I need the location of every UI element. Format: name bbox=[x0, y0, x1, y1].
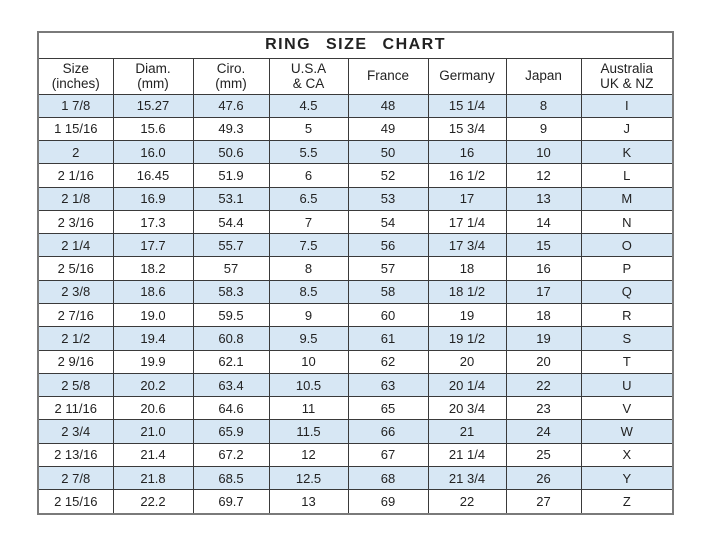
cell-size-inches: 2 1/16 bbox=[38, 164, 113, 187]
table-row bbox=[38, 257, 673, 280]
cell-germany: 20 3/4 bbox=[428, 397, 506, 420]
cell-france: 61 bbox=[348, 327, 428, 350]
cell-france: 48 bbox=[348, 94, 428, 117]
cell-usa-ca: 8 bbox=[269, 257, 348, 280]
cell-size-inches: 2 1/2 bbox=[38, 327, 113, 350]
cell-diameter-mm: 21.4 bbox=[113, 443, 193, 466]
cell-circumference-mm: 50.6 bbox=[193, 141, 269, 164]
cell-germany: 19 1/2 bbox=[428, 327, 506, 350]
table-row bbox=[38, 490, 673, 514]
cell-size-inches: 2 1/4 bbox=[38, 234, 113, 257]
cell-usa-ca: 13 bbox=[269, 490, 348, 514]
cell-size-inches: 2 1/8 bbox=[38, 187, 113, 210]
cell-germany: 18 1/2 bbox=[428, 280, 506, 303]
header-row bbox=[38, 58, 673, 94]
column-header-line2: UK & NZ bbox=[600, 76, 654, 91]
column-header-line1: Australia bbox=[600, 60, 654, 76]
cell-circumference-mm: 53.1 bbox=[193, 187, 269, 210]
cell-australia-uk-nz: P bbox=[581, 257, 673, 280]
cell-usa-ca: 10 bbox=[269, 350, 348, 373]
cell-japan: 9 bbox=[506, 117, 581, 140]
cell-circumference-mm: 62.1 bbox=[193, 350, 269, 373]
cell-diameter-mm: 20.6 bbox=[113, 397, 193, 420]
cell-france: 58 bbox=[348, 280, 428, 303]
column-header-line1: Size bbox=[62, 60, 89, 76]
cell-circumference-mm: 57 bbox=[193, 257, 269, 280]
cell-diameter-mm: 19.9 bbox=[113, 350, 193, 373]
table-row bbox=[38, 117, 673, 140]
cell-circumference-mm: 59.5 bbox=[193, 304, 269, 327]
cell-usa-ca: 12.5 bbox=[269, 467, 348, 490]
cell-japan: 25 bbox=[506, 443, 581, 466]
cell-circumference-mm: 51.9 bbox=[193, 164, 269, 187]
cell-circumference-mm: 49.3 bbox=[193, 117, 269, 140]
cell-japan: 10 bbox=[506, 141, 581, 164]
cell-australia-uk-nz: Y bbox=[581, 467, 673, 490]
cell-australia-uk-nz: X bbox=[581, 443, 673, 466]
cell-size-inches: 2 7/16 bbox=[38, 304, 113, 327]
column-header-circumference-mm bbox=[193, 58, 269, 94]
column-header-line1: Diam. bbox=[135, 60, 171, 76]
cell-circumference-mm: 68.5 bbox=[193, 467, 269, 490]
cell-japan: 8 bbox=[506, 94, 581, 117]
cell-size-inches: 2 13/16 bbox=[38, 443, 113, 466]
cell-circumference-mm: 69.7 bbox=[193, 490, 269, 514]
cell-diameter-mm: 17.3 bbox=[113, 210, 193, 233]
column-header-france bbox=[348, 58, 428, 94]
cell-france: 69 bbox=[348, 490, 428, 514]
cell-germany: 21 3/4 bbox=[428, 467, 506, 490]
cell-usa-ca: 12 bbox=[269, 443, 348, 466]
cell-germany: 17 3/4 bbox=[428, 234, 506, 257]
cell-france: 57 bbox=[348, 257, 428, 280]
cell-diameter-mm: 16.9 bbox=[113, 187, 193, 210]
cell-germany: 22 bbox=[428, 490, 506, 514]
cell-usa-ca: 11 bbox=[269, 397, 348, 420]
cell-circumference-mm: 47.6 bbox=[193, 94, 269, 117]
cell-circumference-mm: 64.6 bbox=[193, 397, 269, 420]
cell-france: 66 bbox=[348, 420, 428, 443]
column-header-germany bbox=[428, 58, 506, 94]
cell-australia-uk-nz: O bbox=[581, 234, 673, 257]
cell-size-inches: 2 3/8 bbox=[38, 280, 113, 303]
cell-diameter-mm: 15.27 bbox=[113, 94, 193, 117]
cell-australia-uk-nz: L bbox=[581, 164, 673, 187]
cell-size-inches: 2 5/8 bbox=[38, 373, 113, 396]
cell-germany: 19 bbox=[428, 304, 506, 327]
cell-japan: 26 bbox=[506, 467, 581, 490]
cell-size-inches: 2 3/4 bbox=[38, 420, 113, 443]
cell-france: 53 bbox=[348, 187, 428, 210]
cell-france: 50 bbox=[348, 141, 428, 164]
cell-size-inches: 2 11/16 bbox=[38, 397, 113, 420]
column-header-australia-uk-nz bbox=[581, 58, 673, 94]
column-header-japan bbox=[506, 58, 581, 94]
cell-diameter-mm: 21.8 bbox=[113, 467, 193, 490]
cell-usa-ca: 7.5 bbox=[269, 234, 348, 257]
column-header-line1: France bbox=[366, 68, 410, 84]
column-header-line2: (mm) bbox=[137, 76, 169, 91]
cell-circumference-mm: 55.7 bbox=[193, 234, 269, 257]
cell-france: 67 bbox=[348, 443, 428, 466]
cell-diameter-mm: 19.4 bbox=[113, 327, 193, 350]
cell-japan: 12 bbox=[506, 164, 581, 187]
ring-size-table bbox=[37, 31, 674, 515]
cell-usa-ca: 9.5 bbox=[269, 327, 348, 350]
cell-diameter-mm: 18.2 bbox=[113, 257, 193, 280]
cell-france: 63 bbox=[348, 373, 428, 396]
cell-australia-uk-nz: I bbox=[581, 94, 673, 117]
table-row bbox=[38, 443, 673, 466]
cell-circumference-mm: 65.9 bbox=[193, 420, 269, 443]
cell-australia-uk-nz: R bbox=[581, 304, 673, 327]
table-body bbox=[38, 94, 673, 514]
cell-diameter-mm: 17.7 bbox=[113, 234, 193, 257]
cell-japan: 19 bbox=[506, 327, 581, 350]
cell-diameter-mm: 16.45 bbox=[113, 164, 193, 187]
cell-germany: 16 bbox=[428, 141, 506, 164]
table-row bbox=[38, 420, 673, 443]
cell-germany: 21 1/4 bbox=[428, 443, 506, 466]
cell-australia-uk-nz: T bbox=[581, 350, 673, 373]
cell-usa-ca: 10.5 bbox=[269, 373, 348, 396]
cell-size-inches: 2 5/16 bbox=[38, 257, 113, 280]
cell-germany: 15 1/4 bbox=[428, 94, 506, 117]
cell-japan: 17 bbox=[506, 280, 581, 303]
column-header-line2: (mm) bbox=[215, 76, 247, 91]
cell-germany: 15 3/4 bbox=[428, 117, 506, 140]
cell-diameter-mm: 21.0 bbox=[113, 420, 193, 443]
cell-australia-uk-nz: N bbox=[581, 210, 673, 233]
cell-japan: 13 bbox=[506, 187, 581, 210]
cell-diameter-mm: 20.2 bbox=[113, 373, 193, 396]
column-header-line2: & CA bbox=[292, 76, 325, 91]
cell-france: 68 bbox=[348, 467, 428, 490]
table-row bbox=[38, 327, 673, 350]
column-header-diameter-mm bbox=[113, 58, 193, 94]
cell-australia-uk-nz: M bbox=[581, 187, 673, 210]
column-header-line1: Germany bbox=[439, 68, 495, 84]
cell-japan: 20 bbox=[506, 350, 581, 373]
cell-australia-uk-nz: Z bbox=[581, 490, 673, 514]
cell-usa-ca: 8.5 bbox=[269, 280, 348, 303]
table-row bbox=[38, 234, 673, 257]
cell-australia-uk-nz: Q bbox=[581, 280, 673, 303]
cell-france: 54 bbox=[348, 210, 428, 233]
cell-circumference-mm: 60.8 bbox=[193, 327, 269, 350]
column-header-size-inches bbox=[38, 58, 113, 94]
table-row bbox=[38, 467, 673, 490]
table-row bbox=[38, 397, 673, 420]
cell-australia-uk-nz: V bbox=[581, 397, 673, 420]
cell-germany: 17 bbox=[428, 187, 506, 210]
cell-usa-ca: 6.5 bbox=[269, 187, 348, 210]
column-header-line1: U.S.A bbox=[290, 60, 327, 76]
cell-france: 65 bbox=[348, 397, 428, 420]
cell-japan: 14 bbox=[506, 210, 581, 233]
cell-japan: 18 bbox=[506, 304, 581, 327]
cell-japan: 24 bbox=[506, 420, 581, 443]
cell-circumference-mm: 58.3 bbox=[193, 280, 269, 303]
cell-japan: 22 bbox=[506, 373, 581, 396]
cell-usa-ca: 5.5 bbox=[269, 141, 348, 164]
cell-size-inches: 2 15/16 bbox=[38, 490, 113, 514]
cell-france: 62 bbox=[348, 350, 428, 373]
column-header-line1: Ciro. bbox=[216, 60, 246, 76]
table-row bbox=[38, 164, 673, 187]
cell-usa-ca: 4.5 bbox=[269, 94, 348, 117]
cell-france: 56 bbox=[348, 234, 428, 257]
table-row bbox=[38, 373, 673, 396]
cell-france: 52 bbox=[348, 164, 428, 187]
cell-japan: 23 bbox=[506, 397, 581, 420]
cell-australia-uk-nz: K bbox=[581, 141, 673, 164]
cell-france: 60 bbox=[348, 304, 428, 327]
cell-usa-ca: 6 bbox=[269, 164, 348, 187]
cell-australia-uk-nz: U bbox=[581, 373, 673, 396]
cell-japan: 15 bbox=[506, 234, 581, 257]
table-row bbox=[38, 210, 673, 233]
cell-circumference-mm: 67.2 bbox=[193, 443, 269, 466]
cell-australia-uk-nz: J bbox=[581, 117, 673, 140]
cell-japan: 16 bbox=[506, 257, 581, 280]
cell-germany: 21 bbox=[428, 420, 506, 443]
cell-france: 49 bbox=[348, 117, 428, 140]
table-row bbox=[38, 280, 673, 303]
cell-size-inches: 2 3/16 bbox=[38, 210, 113, 233]
cell-size-inches: 2 bbox=[38, 141, 113, 164]
cell-size-inches: 1 15/16 bbox=[38, 117, 113, 140]
table-row bbox=[38, 94, 673, 117]
column-header-usa-ca bbox=[269, 58, 348, 94]
table-row bbox=[38, 187, 673, 210]
cell-size-inches: 1 7/8 bbox=[38, 94, 113, 117]
cell-circumference-mm: 54.4 bbox=[193, 210, 269, 233]
cell-size-inches: 2 9/16 bbox=[38, 350, 113, 373]
cell-diameter-mm: 16.0 bbox=[113, 141, 193, 164]
cell-germany: 18 bbox=[428, 257, 506, 280]
cell-diameter-mm: 22.2 bbox=[113, 490, 193, 514]
title-row bbox=[38, 32, 673, 58]
ring-size-chart bbox=[37, 31, 674, 515]
cell-usa-ca: 9 bbox=[269, 304, 348, 327]
table-row bbox=[38, 304, 673, 327]
table-row bbox=[38, 350, 673, 373]
column-header-line2: (inches) bbox=[51, 76, 100, 91]
cell-diameter-mm: 18.6 bbox=[113, 280, 193, 303]
chart-title: RING SIZE CHART bbox=[38, 32, 673, 58]
cell-usa-ca: 5 bbox=[269, 117, 348, 140]
cell-australia-uk-nz: S bbox=[581, 327, 673, 350]
cell-size-inches: 2 7/8 bbox=[38, 467, 113, 490]
cell-australia-uk-nz: W bbox=[581, 420, 673, 443]
table-row bbox=[38, 141, 673, 164]
cell-usa-ca: 11.5 bbox=[269, 420, 348, 443]
cell-diameter-mm: 19.0 bbox=[113, 304, 193, 327]
cell-diameter-mm: 15.6 bbox=[113, 117, 193, 140]
cell-usa-ca: 7 bbox=[269, 210, 348, 233]
cell-germany: 20 1/4 bbox=[428, 373, 506, 396]
cell-germany: 20 bbox=[428, 350, 506, 373]
cell-germany: 16 1/2 bbox=[428, 164, 506, 187]
column-header-line1: Japan bbox=[525, 68, 562, 84]
cell-germany: 17 1/4 bbox=[428, 210, 506, 233]
cell-circumference-mm: 63.4 bbox=[193, 373, 269, 396]
cell-japan: 27 bbox=[506, 490, 581, 514]
